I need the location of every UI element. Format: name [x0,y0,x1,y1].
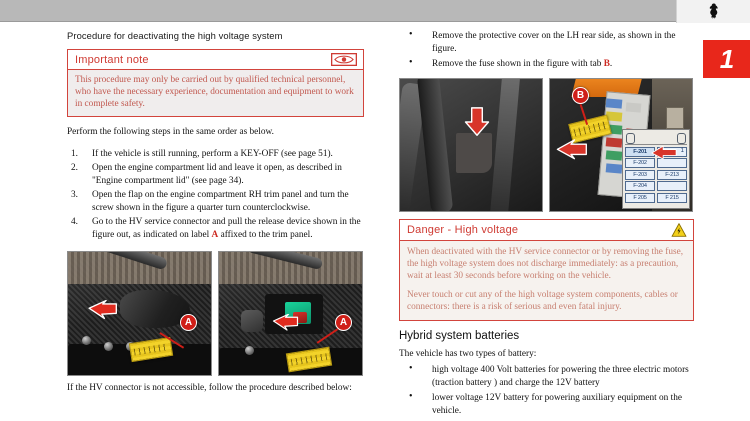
list-item [399,30,694,55]
eye-in-rectangle-icon [331,53,357,66]
fuse-cell-f215: F 215 [657,193,687,203]
intro-text: Perform the following steps in the same order as below. [67,127,274,137]
photo-protective-cover [399,78,543,212]
step-number: 2. [71,163,78,174]
fuse-cell-empty [657,158,687,168]
figure-row-left [67,251,364,376]
bullet-text: Remove the protective cover on the LH rear side, as shown in the figure. [432,31,676,54]
callout-bubble-b: B [572,87,589,104]
step-text: Open the engine compartment lid and leave it open, as described in "Engine compartment lid" (see page 34). [92,163,342,186]
bullet-text: lower voltage 12V battery for powering auxiliary equipment on the vehicle. [432,393,682,417]
important-note-text: This procedure may only be carried out by qualified technical personnel, who have the necessary experience, documentation and equipment to work in complete safety. [75,75,354,109]
step-text: Go to the HV service connector and pull the release device shown in the figure out, as indicated on label [92,217,361,241]
important-note-title: Important note [75,53,149,66]
danger-note-body [400,241,693,320]
ferrari-prancing-horse-icon [707,3,721,20]
danger-note-header [400,220,693,241]
warning-triangle-electric-icon [671,223,687,237]
important-note-body [68,70,363,116]
label-reference-a: A [211,230,219,241]
bullet-text: Remove the fuse shown in the figure with tab [432,59,604,70]
list-item [67,189,364,214]
fuse-cell-f204: F-204 [625,181,655,191]
callout-bubble-a: A [335,314,352,331]
label-reference-b: B [603,59,610,70]
fuse-cell-f201: F-201 [625,147,655,157]
step-text-tail: affixed to the trim panel. [218,230,313,241]
bullet-text: high voltage 400 Volt batteries for powering the three electric motors (traction battery ) and charge the 12V battery [432,365,689,388]
left-column [67,30,364,394]
chapter-number-badge: 1 [703,40,750,78]
red-arrow-down-icon [462,107,492,137]
batteries-heading: Hybrid system batteries [399,329,520,342]
important-note-header [68,50,363,70]
list-item [67,216,364,241]
red-arrow-icon [269,314,299,340]
step-number: 1. [71,148,78,159]
callout-bubble-a: A [180,314,197,331]
danger-note-title: Danger - High voltage [407,223,519,236]
step-number: 3. [71,190,78,201]
red-arrow-icon [84,300,118,330]
photo-hv-connector-closed [67,251,212,376]
procedure-steps [67,148,364,242]
fuse-map-index-label: 1 [680,147,684,154]
batteries-bullet-list [399,364,694,417]
figure-row-right [399,78,694,212]
fuse-map-clips [625,132,687,145]
fuse-cell-f203: F-203 [625,170,655,180]
batteries-intro: The vehicle has two types of battery: [399,348,537,359]
step-text: Open the flap on the engine compartment RH trim panel and turn the screw shown in the figure a quarter turn counterclockwise. [92,190,349,213]
red-arrow-pointer-icon [651,146,677,160]
important-note-box [67,49,364,117]
fuse-cell-f202: F-202 [625,158,655,168]
top-bullet-list [399,30,694,71]
fuse-map-inset [622,129,690,209]
page-title: Procedure for deactivating the high voltage system [67,30,283,41]
photo-fuse-box [549,78,693,212]
fuse-cell-f213: F-213 [657,170,687,180]
danger-paragraph-1: When deactivated with the HV service connector or by removing the fuse, the high voltage system does not discharge immediately: as a precaution, wait at least 30 seconds before working on the vehicle. [407,246,684,281]
photo-hv-connector-open [218,251,363,376]
window-titlebar [0,0,750,22]
red-arrow-icon [554,139,588,163]
list-item [399,58,694,71]
danger-note-box [399,219,694,321]
fuse-cell-empty [657,181,687,191]
list-item [399,392,694,417]
step-text: If the vehicle is still running, perform a KEY-OFF (see page 51). [92,148,333,159]
list-item [67,148,364,161]
fuse-cell-f205: F 205 [625,193,655,203]
list-item [399,364,694,389]
brand-tab[interactable] [676,0,750,23]
danger-paragraph-2: Never touch or cut any of the high voltage system components, cables or connectors: there is a risk of serious and even fatal injury. [407,289,678,312]
bullet-text-tail: . [609,59,613,70]
step-number: 4. [71,217,78,228]
closing-paragraph: If the HV connector is not accessible, follow the procedure described below: [67,382,352,393]
right-column [399,30,694,421]
list-item [67,162,364,187]
